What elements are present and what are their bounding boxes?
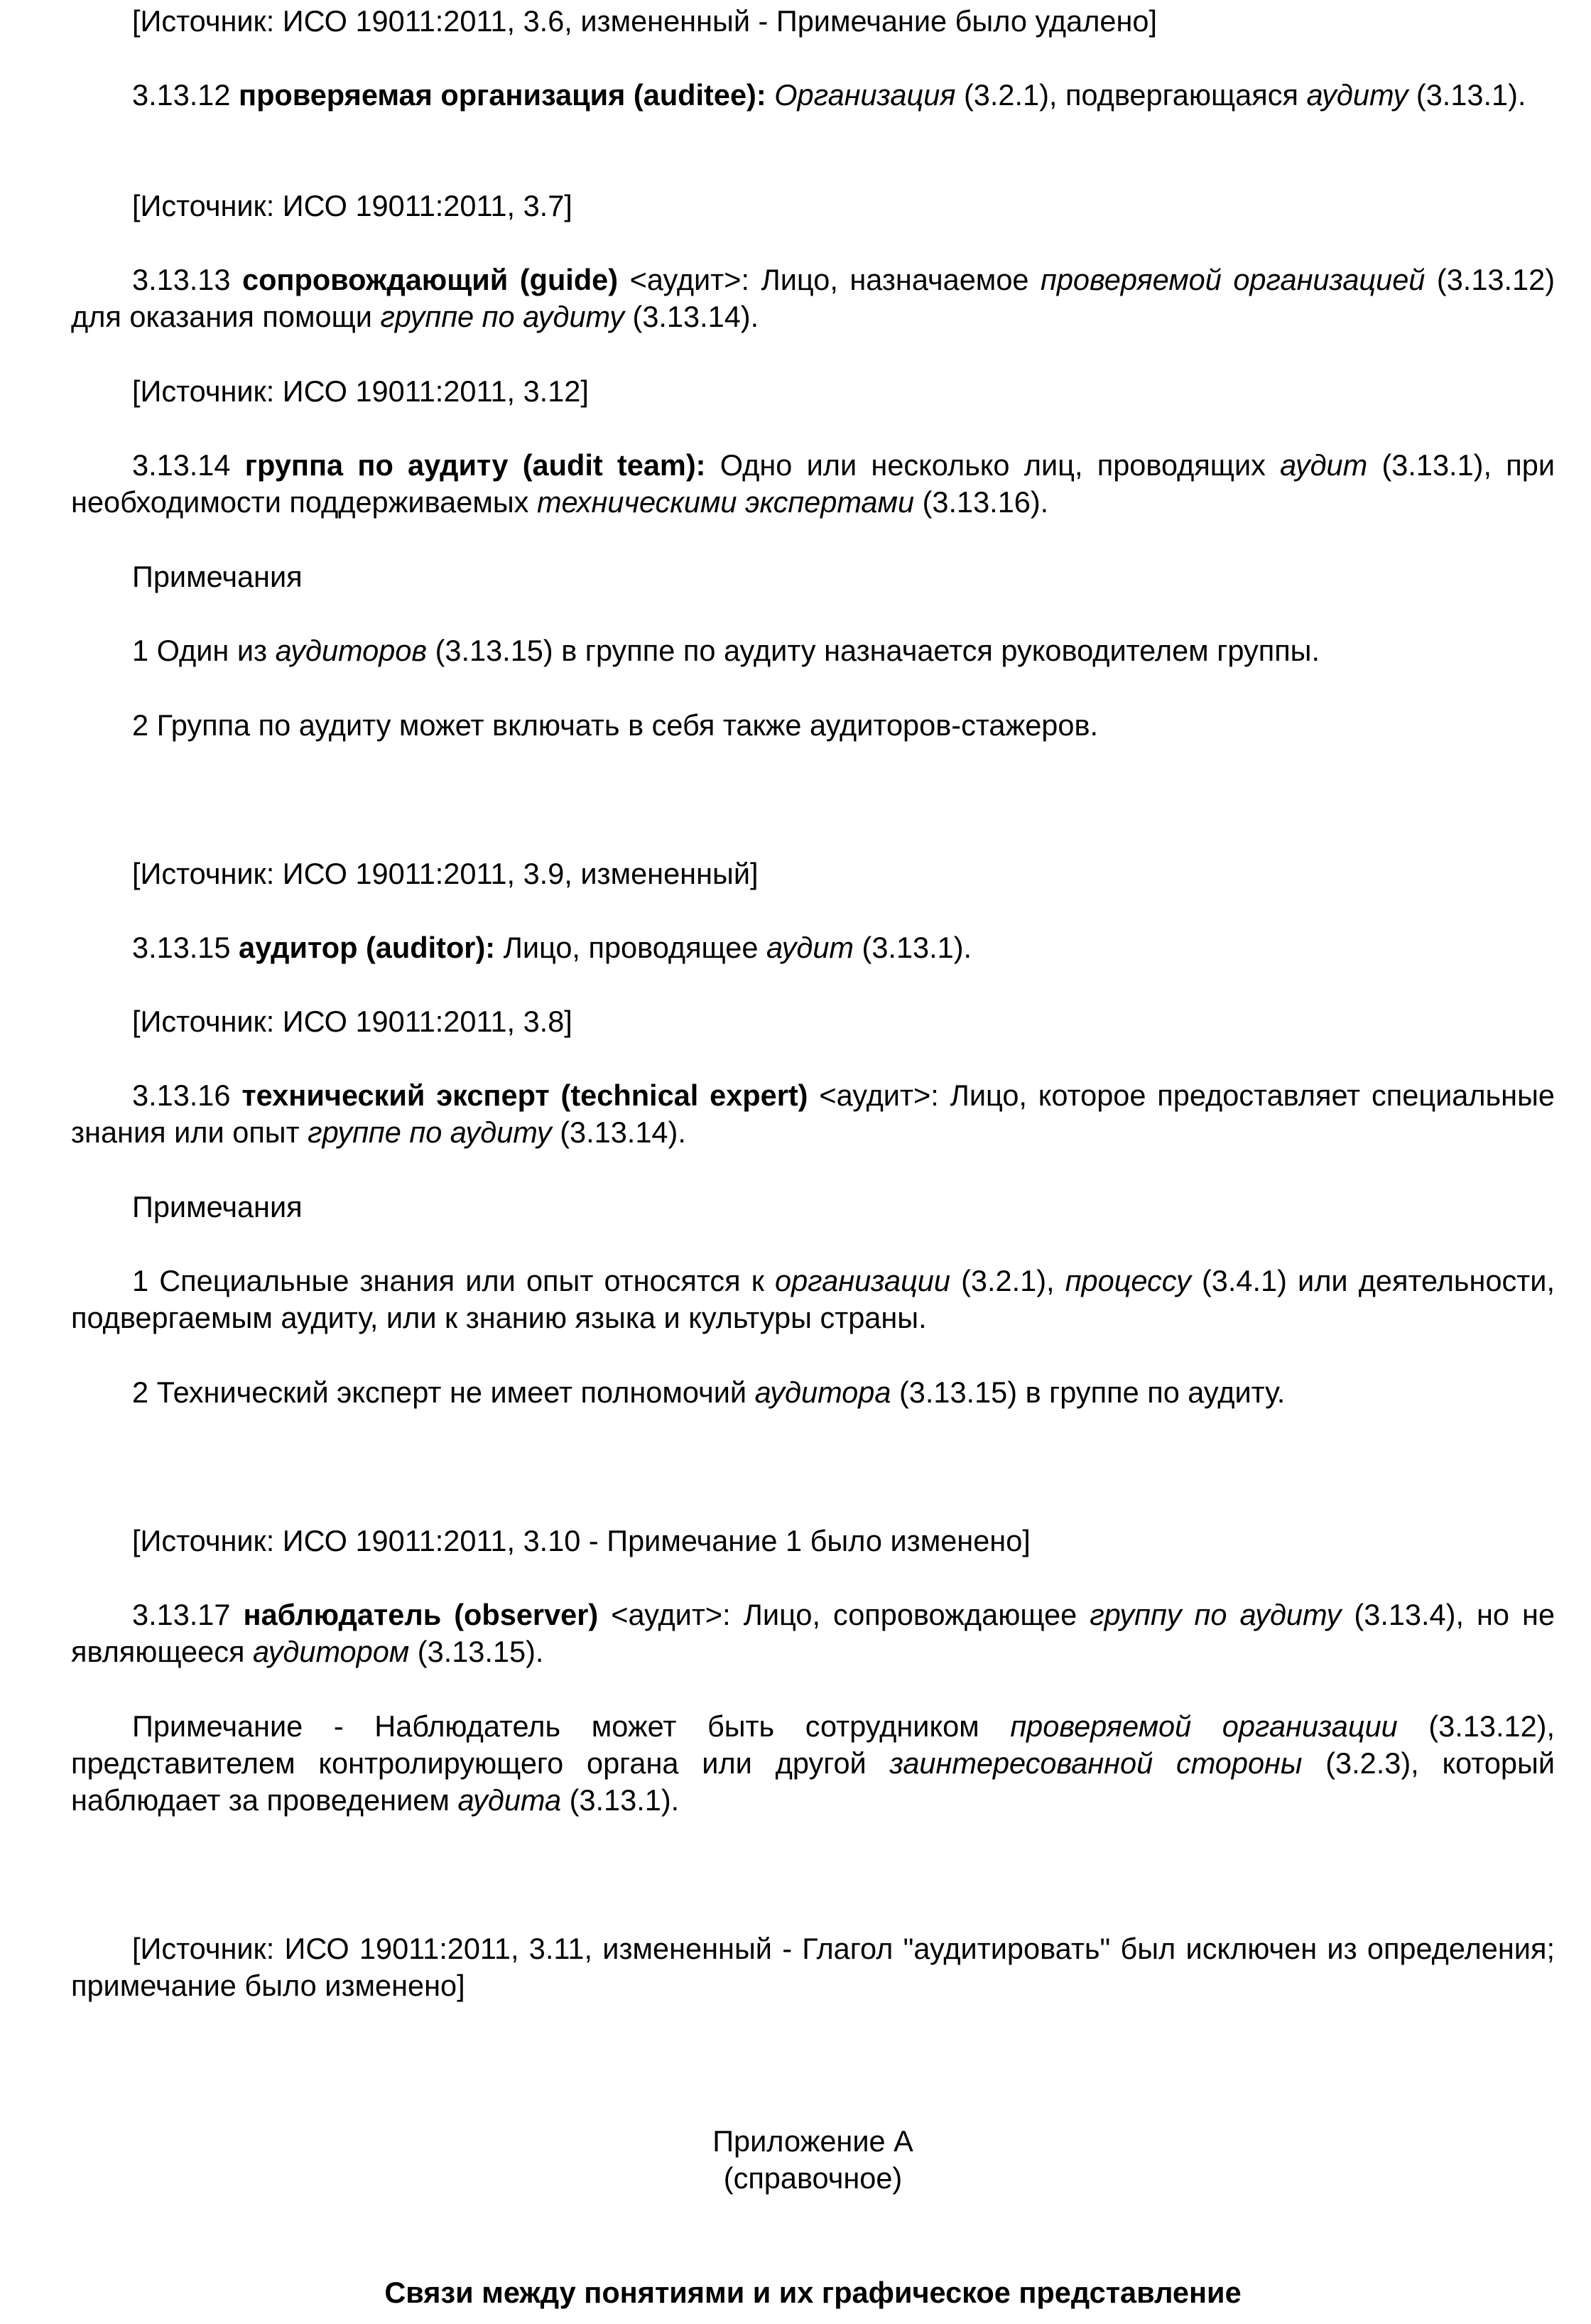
- source-note-text: [Источник: ИСО 19011:2011, 3.10 - Примечание 1 было изменено]: [132, 1524, 1031, 1557]
- source-note: [71, 1930, 1555, 2004]
- term-number: 3.13.13: [132, 263, 231, 296]
- source-note-text: [Источник: ИСО 19011:2011, 3.6, измененный - Примечание было удалено]: [132, 4, 1158, 38]
- term-reference: аудитором: [252, 1635, 410, 1668]
- source-note: [71, 1523, 1555, 1560]
- definition-text: (3.13.12) для оказания помощи: [71, 263, 1555, 333]
- source-note-text: [Источник: ИСО 19011:2011, 3.12]: [132, 374, 589, 408]
- note-text: 2 Технический эксперт не имеет полномочий: [132, 1376, 747, 1409]
- term-reference: аудит: [1280, 448, 1368, 482]
- note-item: [71, 707, 1555, 744]
- note-item: [71, 1708, 1555, 1819]
- note-text: 1 Специальные знания или опыт относятся к: [132, 1264, 764, 1297]
- definition-3-13-17: [71, 1596, 1555, 1670]
- notes-label: [71, 558, 1555, 595]
- definition-3-13-13: [71, 261, 1555, 335]
- notes-label-text: Примечания: [132, 560, 303, 593]
- term-reference: аудита: [457, 1783, 562, 1817]
- note-text: (3.13.1).: [569, 1783, 680, 1817]
- note-text: (3.2.3), который наблюдает за проведением: [71, 1746, 1555, 1817]
- definition-3-13-15: [71, 929, 1555, 966]
- definition-text: (3.13.1).: [862, 931, 972, 964]
- term-name: технический эксперт (technical expert): [241, 1079, 808, 1112]
- source-note-text: [Источник: ИСО 19011:2011, 3.8]: [132, 1005, 572, 1038]
- term-number: 3.13.15: [132, 931, 231, 964]
- definition-text: <аудит>: Лицо, назначаемое: [629, 263, 1029, 296]
- term-number: 3.13.14: [132, 448, 231, 482]
- source-note: [71, 1003, 1555, 1040]
- note-text: (3.2.1),: [961, 1264, 1055, 1297]
- term-number: 3.13.16: [132, 1079, 231, 1112]
- term-number: 3.13.12: [132, 78, 231, 112]
- definition-text: <аудит>: Лицо, которое предоставляет специальные знания или опыт: [71, 1079, 1555, 1149]
- definition-text: Одно или несколько лиц, проводящих: [720, 448, 1266, 482]
- note-text: (3.4.1) или деятельности, подвергаемым аудиту, или к знанию языка и культуры страны.: [71, 1264, 1555, 1334]
- definition-text: (3.13.14).: [632, 300, 759, 333]
- definition-3-13-12: [71, 77, 1555, 114]
- term-reference: процессу: [1065, 1264, 1191, 1297]
- source-note: [71, 373, 1555, 410]
- term-name: наблюдатель (observer): [243, 1598, 599, 1631]
- annex-title: [71, 2123, 1555, 2160]
- definition-text: (3.13.1), при необходимости поддерживаемых: [71, 448, 1555, 519]
- note-text: (3.13.15) в группе по аудиту.: [898, 1376, 1286, 1409]
- note-item: [71, 632, 1555, 669]
- note-text: (3.13.12), представителем контролирующего органа или другой: [71, 1709, 1555, 1780]
- note-text: 2 Группа по аудиту может включать в себя также аудиторов-стажеров.: [132, 708, 1099, 742]
- term-name: проверяемая организация (auditee):: [239, 78, 766, 112]
- source-note: [71, 3, 1555, 40]
- source-note: [71, 855, 1555, 892]
- term-reference: аудит: [766, 931, 854, 964]
- definition-text: (3.13.14).: [560, 1115, 686, 1149]
- term-reference: проверяемой организацией: [1041, 263, 1426, 296]
- annex-heading: [71, 2274, 1555, 2311]
- term-reference: группу по аудиту: [1090, 1598, 1342, 1631]
- source-note-text: [Источник: ИСО 19011:2011, 3.7]: [132, 189, 572, 222]
- term-reference: группе по аудиту: [308, 1115, 552, 1149]
- definition-3-13-14: [71, 447, 1555, 521]
- term-reference: группе по аудиту: [380, 300, 624, 333]
- source-note-text: [Источник: ИСО 19011:2011, 3.9, измененный]: [132, 857, 759, 890]
- definition-text: (3.13.4), но не являющееся: [71, 1598, 1555, 1668]
- term-name: аудитор (auditor):: [239, 931, 496, 964]
- term-name: сопровождающий (guide): [241, 263, 619, 296]
- note-item: [71, 1374, 1555, 1411]
- term-reference: Организация: [774, 78, 956, 112]
- definition-text: <аудит>: Лицо, сопровождающее: [611, 1598, 1077, 1631]
- definition-text: (3.13.16).: [922, 485, 1049, 519]
- annex-subtitle: [71, 2160, 1555, 2197]
- term-reference: аудиторов: [275, 634, 428, 667]
- notes-label-text: Примечания: [132, 1190, 303, 1223]
- term-name: группа по аудиту (audit team):: [244, 448, 706, 482]
- term-number: 3.13.17: [132, 1598, 231, 1631]
- note-item: [71, 1263, 1555, 1336]
- source-note-text: [Источник: ИСО 19011:2011, 3.11, измененный - Глагол "аудитировать" был исключен из определения; примечание было изменено]: [71, 1932, 1555, 2002]
- definition-3-13-16: [71, 1077, 1555, 1151]
- term-reference: заинтересованной стороны: [889, 1746, 1303, 1780]
- definition-text: (3.2.1), подвергающаяся: [963, 78, 1298, 112]
- term-reference: аудитора: [754, 1376, 891, 1409]
- annex-subtitle-text: (справочное): [723, 2161, 903, 2195]
- definition-text: Лицо, проводящее: [503, 931, 759, 964]
- source-note: [71, 188, 1555, 225]
- note-text: Примечание - Наблюдатель может быть сотрудником: [132, 1709, 979, 1743]
- definition-text: (3.13.15).: [417, 1635, 544, 1668]
- term-reference: аудиту: [1306, 78, 1408, 112]
- note-text: (3.13.15) в группе по аудиту назначается руководителем группы.: [435, 634, 1320, 667]
- term-reference: проверяемой организации: [1010, 1709, 1398, 1743]
- term-reference: организации: [775, 1264, 950, 1297]
- term-reference: техническими экспертами: [536, 485, 915, 519]
- notes-label: [71, 1189, 1555, 1226]
- annex-heading-text: Связи между понятиями и их графическое представление: [384, 2276, 1242, 2309]
- annex-title-text: Приложение А: [712, 2124, 913, 2158]
- definition-text: (3.13.1).: [1416, 78, 1526, 112]
- note-text: 1 Один из: [132, 634, 268, 667]
